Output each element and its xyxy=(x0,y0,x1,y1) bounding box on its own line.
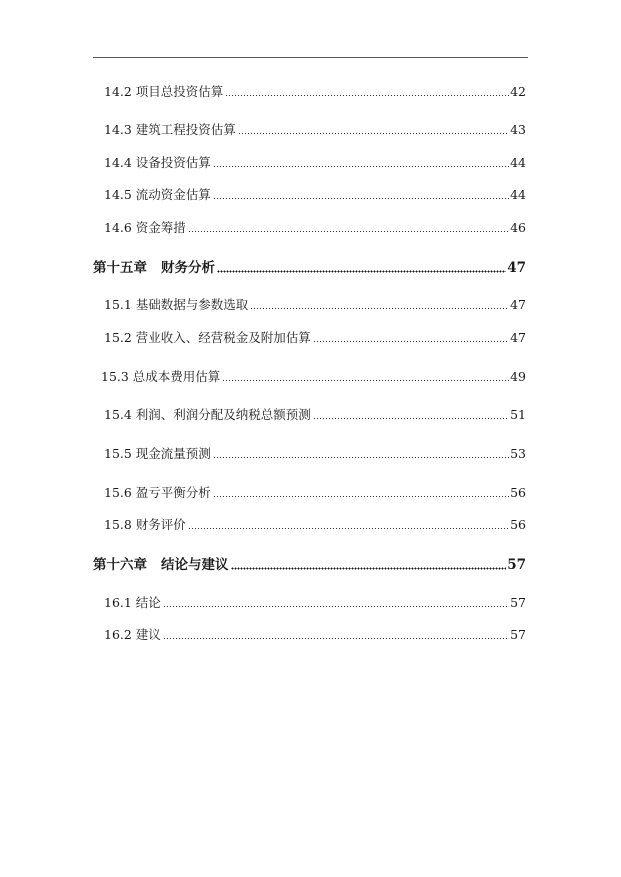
toc-entry-label: 15.6 盈亏平衡分析 xyxy=(104,485,211,500)
toc-entry-page: 42 xyxy=(510,84,526,99)
toc-entry-label: 14.4 设备投资估算 xyxy=(104,155,211,170)
dot-leader xyxy=(213,158,509,168)
chapter-title: 财务分析 xyxy=(161,260,215,276)
toc-chapter-entry[interactable] xyxy=(93,557,526,573)
toc-entry[interactable] xyxy=(104,122,526,138)
dot-leader xyxy=(188,520,509,530)
toc-entry-label: 15.8 财务评价 xyxy=(104,517,186,532)
dot-leader xyxy=(163,630,509,640)
toc-entry-page: 47 xyxy=(510,297,526,312)
toc-entry[interactable] xyxy=(104,187,526,203)
toc-entry-page: 51 xyxy=(510,407,526,422)
toc-entry-page: 49 xyxy=(510,369,526,384)
toc-entry[interactable] xyxy=(104,627,526,643)
toc-entry-page: 53 xyxy=(510,446,526,461)
toc-entry[interactable] xyxy=(104,446,526,462)
dot-leader xyxy=(163,598,509,608)
toc-entry-label: 16.1 结论 xyxy=(104,595,161,610)
chapter-number: 第十六章 xyxy=(93,557,147,573)
toc-entry[interactable] xyxy=(104,220,526,236)
toc-entry[interactable] xyxy=(104,155,526,171)
toc-entry[interactable] xyxy=(104,485,526,501)
chapter-number: 第十五章 xyxy=(93,260,147,276)
toc-entry[interactable] xyxy=(104,84,526,100)
toc-entry-label: 15.4 利润、利润分配及纳税总额预测 xyxy=(104,407,311,422)
dot-leader xyxy=(313,333,509,343)
dot-leader xyxy=(313,410,509,420)
toc-entry-page: 57 xyxy=(510,595,526,610)
dot-leader xyxy=(217,263,506,273)
dot-leader xyxy=(250,300,509,310)
toc-entry-label: 15.2 营业收入、经营税金及附加估算 xyxy=(104,330,311,345)
toc-entry[interactable] xyxy=(104,517,526,533)
dot-leader xyxy=(213,449,509,459)
toc-entry-label: 15.3 总成本费用估算 xyxy=(101,369,221,384)
toc-entry-label: 14.2 项目总投资估算 xyxy=(104,84,224,99)
chapter-title: 结论与建议 xyxy=(161,557,229,573)
toc-chapter-entry[interactable] xyxy=(93,260,526,276)
dot-leader xyxy=(188,223,509,233)
toc-entry-page: 47 xyxy=(507,260,526,276)
toc-entry-label: 14.6 资金筹措 xyxy=(104,220,186,235)
toc-chapter-label xyxy=(93,260,215,276)
toc-entry-label: 15.1 基础数据与参数选取 xyxy=(104,297,249,312)
toc-entry-page: 47 xyxy=(510,330,526,345)
toc-entry-page: 56 xyxy=(510,485,526,500)
dot-leader xyxy=(238,125,509,135)
dot-leader xyxy=(222,372,509,382)
toc-entry-label: 16.2 建议 xyxy=(104,627,161,642)
toc-entry[interactable] xyxy=(104,595,526,611)
dot-leader xyxy=(213,190,509,200)
toc-entry-page: 43 xyxy=(510,122,526,137)
dot-leader xyxy=(225,87,509,97)
dot-leader xyxy=(231,560,507,570)
toc-entry-page: 46 xyxy=(510,220,526,235)
toc-entry-label: 14.5 流动资金估算 xyxy=(104,187,211,202)
toc-entry-page: 56 xyxy=(510,517,526,532)
toc-entry-label: 15.5 现金流量预测 xyxy=(104,446,211,461)
toc-entry[interactable] xyxy=(101,369,526,385)
toc-entry-page: 44 xyxy=(510,155,526,170)
toc-entry[interactable] xyxy=(104,407,526,423)
toc-entry-label: 14.3 建筑工程投资估算 xyxy=(104,122,236,137)
toc-entry[interactable] xyxy=(104,297,526,313)
toc-entry-page: 57 xyxy=(507,557,526,573)
dot-leader xyxy=(213,488,509,498)
toc-entry-page: 44 xyxy=(510,187,526,202)
toc-entry-page: 57 xyxy=(510,627,526,642)
toc-entry[interactable] xyxy=(104,330,526,346)
toc-chapter-label xyxy=(93,557,229,573)
